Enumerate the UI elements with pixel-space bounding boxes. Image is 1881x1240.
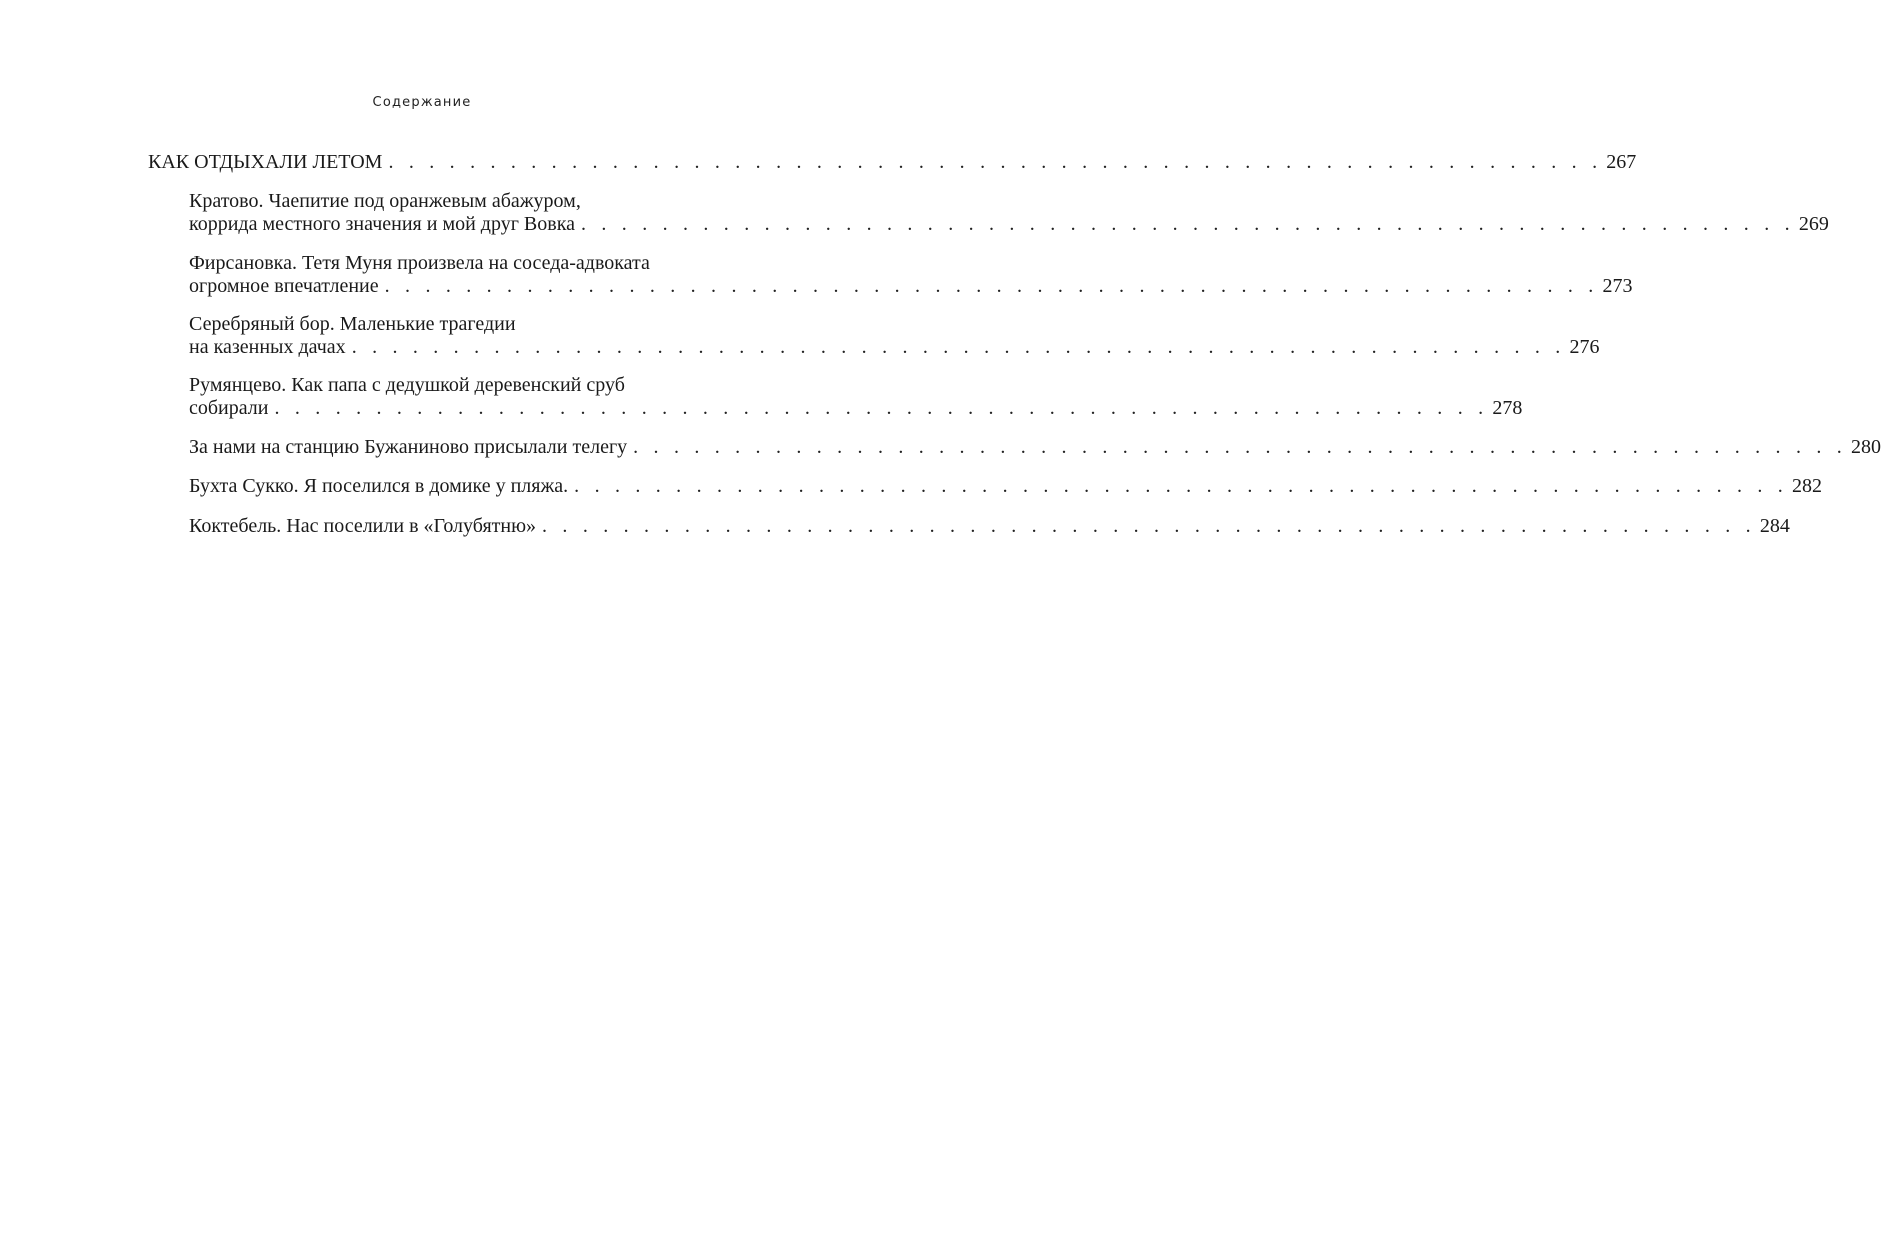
toc-entry-title-line: Серебряный бор. Маленькие трагедии — [189, 313, 516, 335]
running-head: Содержание — [372, 95, 472, 110]
toc-entry-title-line: Бухта Сукко. Я поселился в домике у пляжа. — [189, 475, 569, 497]
toc-entry-title-line: Румянцево. Как папа с дедушкой деревенский сруб — [189, 374, 625, 396]
toc-entry-page-number: 273 — [1602, 275, 1633, 297]
dot-leader: . . . . . . . . . . . . . . . . . . . . . . . . . . . . . . . . . . . . . . . . . . . . . . . . . . . . . . . . . . . . — [274, 397, 1489, 419]
toc-entry-title-line: коррида местного значения и мой друг Вовка — [189, 213, 575, 235]
toc-entry-page-number: 280 — [1850, 436, 1881, 458]
toc-section-heading[interactable] — [148, 149, 1637, 175]
toc-entry[interactable] — [189, 436, 1881, 459]
dot-leader: . . . . . . . . . . . . . . . . . . . . . . . . . . . . . . . . . . . . . . . . . . . . . . . . . . . . . . . . . . . . — [351, 336, 1566, 358]
toc-entry-page-number: 276 — [1569, 336, 1600, 358]
toc-entry[interactable] — [189, 313, 1600, 359]
toc-entry-title-line: огромное впечатление — [189, 275, 379, 297]
toc-entry[interactable] — [189, 252, 1633, 298]
dot-leader: . . . . . . . . . . . . . . . . . . . . . . . . . . . . . . . . . . . . . . . . . . . . . . . . . . . . . . . . . . . . — [542, 515, 1756, 537]
toc-entry-title-line: собирали — [189, 397, 269, 419]
toc-entry-title-line: Коктебель. Нас поселили в «Голубятню» — [189, 515, 537, 537]
toc-entry[interactable] — [189, 190, 1829, 236]
section-page-number: 267 — [1606, 151, 1637, 173]
toc-entry[interactable] — [189, 475, 1822, 498]
toc-entry-page-number: 278 — [1492, 397, 1523, 419]
toc-entry-title-line: на казенных дачах — [189, 336, 346, 358]
dot-leader: . . . . . . . . . . . . . . . . . . . . . . . . . . . . . . . . . . . . . . . . . . . . . . . . . . . . . . . . . . . . — [384, 275, 1599, 297]
dot-leader: . . . . . . . . . . . . . . . . . . . . . . . . . . . . . . . . . . . . . . . . . . . . . . . . . . . . . . . . . . . . — [581, 213, 1795, 235]
toc-entry[interactable] — [189, 515, 1790, 538]
toc-entry-page-number: 284 — [1759, 515, 1790, 537]
toc-entry-title-line: Фирсановка. Тетя Муня произвела на соседа-адвоката — [189, 252, 650, 274]
dot-leader: . . . . . . . . . . . . . . . . . . . . . . . . . . . . . . . . . . . . . . . . . . . . . . . . . . . . . . . . . . . . — [633, 436, 1847, 458]
dot-leader: . . . . . . . . . . . . . . . . . . . . . . . . . . . . . . . . . . . . . . . . . . . . . . . . . . . . . . . . . . . . — [574, 475, 1788, 497]
toc-entry-title-line: За нами на станцию Бужаниново присылали телегу — [189, 436, 628, 458]
section-title: КАК ОТДЫХАЛИ ЛЕТОМ — [148, 151, 383, 173]
dot-leader: . . . . . . . . . . . . . . . . . . . . . . . . . . . . . . . . . . . . . . . . . . . . . . . . . . . . . . . . . . . . — [388, 151, 1603, 173]
toc-entry-page-number: 269 — [1798, 213, 1829, 235]
toc-entry[interactable] — [189, 374, 1523, 420]
toc-entry-page-number: 282 — [1791, 475, 1822, 497]
toc-entry-title-line: Кратово. Чаепитие под оранжевым абажуром, — [189, 190, 581, 212]
